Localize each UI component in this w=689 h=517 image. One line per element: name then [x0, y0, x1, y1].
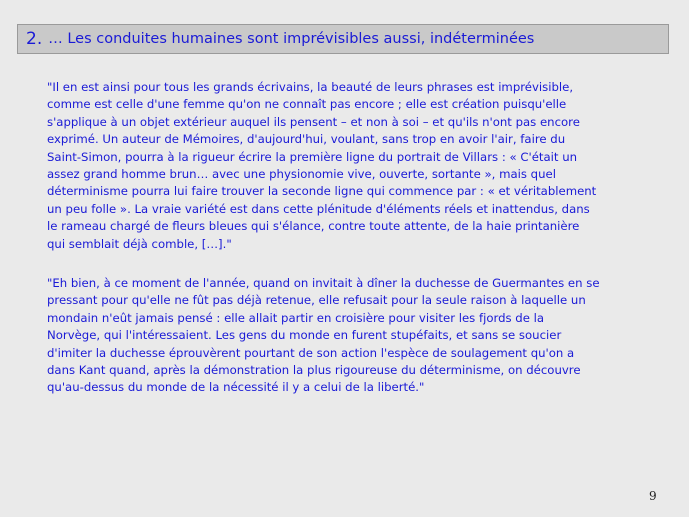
quote-line: qu'au-dessus du monde de la nécessité il y a celui de la liberté." — [47, 380, 425, 395]
page-number: 9 — [649, 489, 657, 503]
quote-line: Norvège, qui l'intéressaient. Les gens du monde en furent stupéfaits, et sans se soucier — [47, 328, 562, 343]
slide-title-bar — [17, 24, 669, 54]
section-title: … Les conduites humaines sont imprévisibles aussi, indéterminées — [48, 31, 535, 47]
quote-line: qui semblait déjà comble, […]." — [47, 236, 232, 251]
quote-line: déterminisme pourra lui faire trouver la seconde ligne qui commence par : « et véritablement — [47, 184, 597, 199]
quote-line: exprimé. Un auteur de Mémoires, d'aujourd'hui, voulant, sans trop en avoir l'air, faire du — [47, 132, 566, 147]
quote-line: dans Kant quand, après la démonstration la plus rigoureuse du déterminisme, on découvre — [47, 363, 581, 378]
quote-line: un peu folle ». La vraie variété est dans cette plénitude d'éléments réels et inattendus, dans — [47, 201, 590, 216]
quote-proust-style — [47, 79, 647, 253]
quote-line: "Eh bien, à ce moment de l'année, quand on invitait à dîner la duchesse de Guermantes en se — [47, 276, 600, 290]
quote-line: "Il en est ainsi pour tous les grands écrivains, la beauté de leurs phrases est imprévisible, — [47, 80, 574, 94]
quote-line: Saint-Simon, pourra à la rigueur écrire la première ligne du portrait de Villars : « C'était un — [47, 149, 578, 164]
quote-line: assez grand homme brun… avec une physionomie vive, ouverte, sortante », mais quel — [47, 167, 556, 182]
quote-line: d'imiter la duchesse éprouvèrent pourtant de son action l'espèce de soulagement qu'on a — [47, 345, 575, 360]
section-number: 2. — [26, 29, 43, 49]
quote-line: comme est celle d'une femme qu'on ne connaît pas encore ; elle est création puisqu'elle — [47, 97, 567, 112]
quote-guermantes — [47, 275, 647, 397]
quote-line: le rameau chargé de fleurs bleues qui s'élance, contre toute attente, de la haie printanière — [47, 219, 580, 234]
quote-line: pressant pour qu'elle ne fût pas déjà retenue, elle refusait pour la seule raison à laquelle un — [47, 293, 586, 308]
quote-line: mondain n'eût jamais pensé : elle allait partir en croisière pour visiter les fjords de la — [47, 310, 545, 325]
quote-line: s'applique à un objet extérieur auquel ils pensent – et non à soi – et qu'ils n'ont pas encore — [47, 114, 580, 129]
